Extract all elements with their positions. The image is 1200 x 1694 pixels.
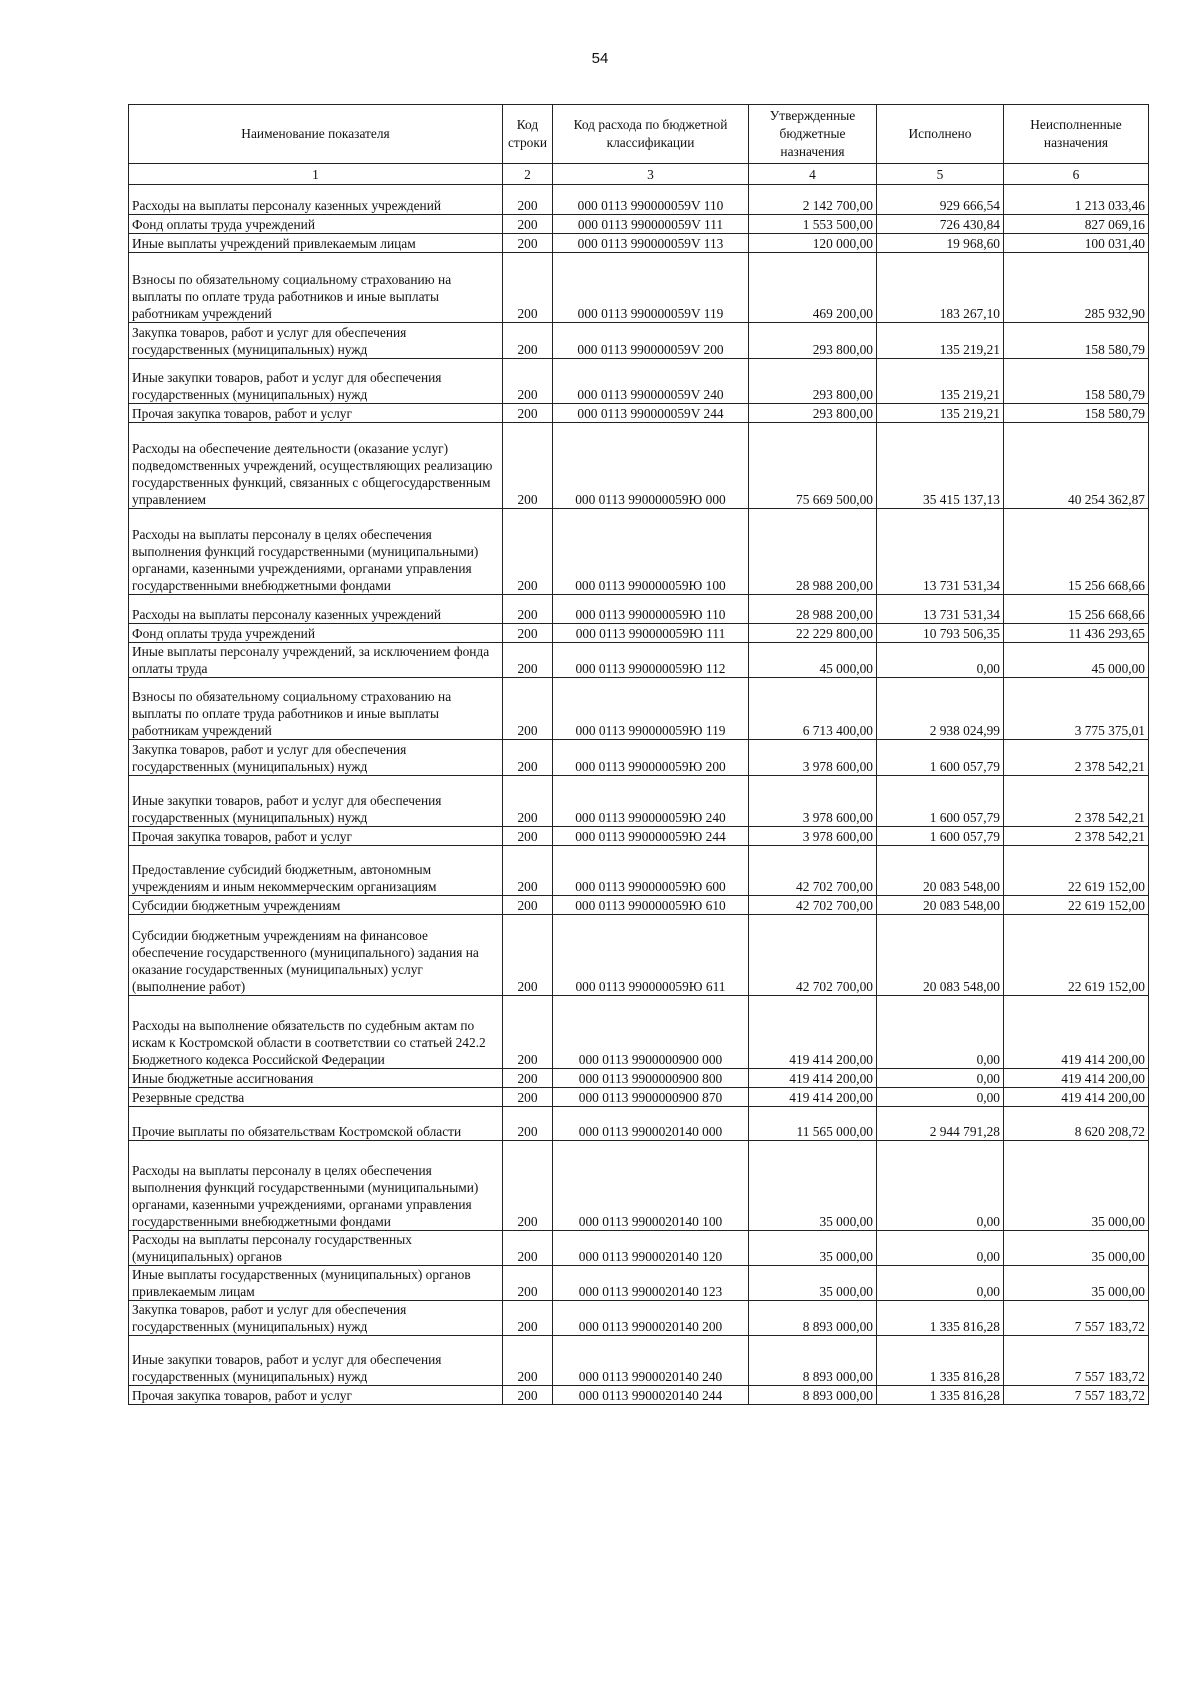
row-executed-cell: 1 600 057,79 (877, 827, 1004, 846)
row-budget-code-cell: 000 0113 990000059V 119 (553, 253, 749, 323)
row-approved-cell: 35 000,00 (749, 1266, 877, 1301)
row-executed-cell: 0,00 (877, 996, 1004, 1069)
row-line-code-cell: 200 (503, 915, 553, 996)
row-unexecuted-cell: 419 414 200,00 (1004, 1069, 1149, 1088)
row-name-cell: Иные закупки товаров, работ и услуг для обеспечения государственных (муниципальных) нужд (129, 776, 503, 827)
row-executed-cell: 10 793 506,35 (877, 624, 1004, 643)
row-budget-code-cell: 000 0113 990000059V 240 (553, 359, 749, 404)
row-name-cell: Расходы на выполнение обязательств по судебным актам по искам к Костромской области в соответствии со статьей 242.2 Бюджетного кодекса Российской Федерации (129, 996, 503, 1069)
row-line-code-cell: 200 (503, 1266, 553, 1301)
row-name-cell: Расходы на выплаты персоналу казенных учреждений (129, 595, 503, 624)
row-approved-cell: 8 893 000,00 (749, 1336, 877, 1386)
row-budget-code-cell: 000 0113 990000059Ю 111 (553, 624, 749, 643)
row-approved-cell: 42 702 700,00 (749, 846, 877, 896)
budget-execution-table (128, 104, 1149, 1405)
row-approved-cell: 75 669 500,00 (749, 423, 877, 509)
row-unexecuted-cell: 158 580,79 (1004, 404, 1149, 423)
table-row (129, 595, 1149, 624)
row-unexecuted-cell: 35 000,00 (1004, 1266, 1149, 1301)
row-line-code-cell: 200 (503, 827, 553, 846)
row-approved-cell: 293 800,00 (749, 323, 877, 359)
row-name-cell: Предоставление субсидий бюджетным, автономным учреждениям и иным некоммерческим организациям (129, 846, 503, 896)
table-row (129, 1336, 1149, 1386)
row-line-code-cell: 200 (503, 595, 553, 624)
table-row (129, 1386, 1149, 1405)
table-row (129, 678, 1149, 740)
row-budget-code-cell: 000 0113 990000059Ю 110 (553, 595, 749, 624)
row-name-cell: Взносы по обязательному социальному страхованию на выплаты по оплате труда работников и иные выплаты работникам учреждений (129, 678, 503, 740)
row-approved-cell: 419 414 200,00 (749, 1088, 877, 1107)
row-unexecuted-cell: 419 414 200,00 (1004, 996, 1149, 1069)
table-row (129, 1231, 1149, 1266)
row-unexecuted-cell: 7 557 183,72 (1004, 1336, 1149, 1386)
row-budget-code-cell: 000 0113 9900020140 200 (553, 1301, 749, 1336)
row-approved-cell: 35 000,00 (749, 1231, 877, 1266)
row-unexecuted-cell: 15 256 668,66 (1004, 509, 1149, 595)
row-budget-code-cell: 000 0113 9900020140 000 (553, 1107, 749, 1141)
row-name-cell: Расходы на обеспечение деятельности (оказание услуг) подведомственных учреждений, осуществляющих реализацию государственных функций, связанных с общегосударственным управлением (129, 423, 503, 509)
row-name-cell: Субсидии бюджетным учреждениям (129, 896, 503, 915)
table-row (129, 915, 1149, 996)
row-approved-cell: 45 000,00 (749, 643, 877, 678)
table-row (129, 323, 1149, 359)
row-executed-cell: 35 415 137,13 (877, 423, 1004, 509)
row-executed-cell: 2 944 791,28 (877, 1107, 1004, 1141)
table-row (129, 1301, 1149, 1336)
column-number: 1 (129, 164, 503, 185)
row-budget-code-cell: 000 0113 990000059Ю 119 (553, 678, 749, 740)
row-executed-cell: 0,00 (877, 1069, 1004, 1088)
row-unexecuted-cell: 2 378 542,21 (1004, 827, 1149, 846)
row-approved-cell: 2 142 700,00 (749, 185, 877, 215)
row-line-code-cell: 200 (503, 776, 553, 827)
row-approved-cell: 8 893 000,00 (749, 1386, 877, 1405)
row-line-code-cell: 200 (503, 1107, 553, 1141)
row-unexecuted-cell: 158 580,79 (1004, 359, 1149, 404)
column-number: 4 (749, 164, 877, 185)
row-unexecuted-cell: 35 000,00 (1004, 1231, 1149, 1266)
row-unexecuted-cell: 827 069,16 (1004, 215, 1149, 234)
row-executed-cell: 135 219,21 (877, 359, 1004, 404)
row-line-code-cell: 200 (503, 423, 553, 509)
row-line-code-cell: 200 (503, 253, 553, 323)
row-executed-cell: 0,00 (877, 643, 1004, 678)
table-row (129, 253, 1149, 323)
row-unexecuted-cell: 285 932,90 (1004, 253, 1149, 323)
row-line-code-cell: 200 (503, 846, 553, 896)
row-approved-cell: 28 988 200,00 (749, 595, 877, 624)
header-budget-classification-code: Код расхода по бюджетной классификации (553, 105, 749, 164)
row-name-cell: Расходы на выплаты персоналу казенных учреждений (129, 185, 503, 215)
row-line-code-cell: 200 (503, 404, 553, 423)
row-unexecuted-cell: 22 619 152,00 (1004, 846, 1149, 896)
row-line-code-cell: 200 (503, 185, 553, 215)
row-name-cell: Расходы на выплаты персоналу в целях обеспечения выполнения функций государственными (муниципальными) органами, казенными учреждениями, органами управления государственными внебюджетными фондами (129, 1141, 503, 1231)
row-name-cell: Закупка товаров, работ и услуг для обеспечения государственных (муниципальных) нужд (129, 323, 503, 359)
table-row (129, 234, 1149, 253)
row-line-code-cell: 200 (503, 678, 553, 740)
row-unexecuted-cell: 2 378 542,21 (1004, 776, 1149, 827)
row-name-cell: Резервные средства (129, 1088, 503, 1107)
row-budget-code-cell: 000 0113 9900020140 100 (553, 1141, 749, 1231)
row-approved-cell: 6 713 400,00 (749, 678, 877, 740)
row-budget-code-cell: 000 0113 990000059Ю 611 (553, 915, 749, 996)
row-approved-cell: 120 000,00 (749, 234, 877, 253)
row-approved-cell: 1 553 500,00 (749, 215, 877, 234)
row-approved-cell: 42 702 700,00 (749, 896, 877, 915)
row-executed-cell: 1 600 057,79 (877, 776, 1004, 827)
row-line-code-cell: 200 (503, 1301, 553, 1336)
row-budget-code-cell: 000 0113 990000059Ю 600 (553, 846, 749, 896)
row-unexecuted-cell: 11 436 293,65 (1004, 624, 1149, 643)
column-number: 3 (553, 164, 749, 185)
row-name-cell: Иные выплаты учреждений привлекаемым лицам (129, 234, 503, 253)
page-number: 54 (591, 50, 609, 67)
row-executed-cell: 135 219,21 (877, 404, 1004, 423)
table-row (129, 1088, 1149, 1107)
row-line-code-cell: 200 (503, 624, 553, 643)
row-unexecuted-cell: 35 000,00 (1004, 1141, 1149, 1231)
row-name-cell: Иные выплаты государственных (муниципальных) органов привлекаемым лицам (129, 1266, 503, 1301)
row-line-code-cell: 200 (503, 323, 553, 359)
row-line-code-cell: 200 (503, 1386, 553, 1405)
row-unexecuted-cell: 1 213 033,46 (1004, 185, 1149, 215)
row-unexecuted-cell: 22 619 152,00 (1004, 915, 1149, 996)
table-row (129, 896, 1149, 915)
row-budget-code-cell: 000 0113 9900020140 240 (553, 1336, 749, 1386)
row-name-cell: Расходы на выплаты персоналу государственных (муниципальных) органов (129, 1231, 503, 1266)
row-executed-cell: 1 335 816,28 (877, 1386, 1004, 1405)
row-unexecuted-cell: 45 000,00 (1004, 643, 1149, 678)
row-budget-code-cell: 000 0113 9900020140 123 (553, 1266, 749, 1301)
row-executed-cell: 1 335 816,28 (877, 1336, 1004, 1386)
row-name-cell: Фонд оплаты труда учреждений (129, 215, 503, 234)
table-row (129, 846, 1149, 896)
row-approved-cell: 469 200,00 (749, 253, 877, 323)
row-line-code-cell: 200 (503, 1069, 553, 1088)
row-budget-code-cell: 000 0113 990000059Ю 112 (553, 643, 749, 678)
row-budget-code-cell: 000 0113 9900000900 800 (553, 1069, 749, 1088)
header-unexecuted: Неисполненные назначения (1004, 105, 1149, 164)
row-budget-code-cell: 000 0113 990000059Ю 240 (553, 776, 749, 827)
row-name-cell: Прочие выплаты по обязательствам Костромской области (129, 1107, 503, 1141)
row-budget-code-cell: 000 0113 990000059Ю 000 (553, 423, 749, 509)
row-line-code-cell: 200 (503, 359, 553, 404)
column-number-row (129, 164, 1149, 185)
row-executed-cell: 20 083 548,00 (877, 896, 1004, 915)
row-unexecuted-cell: 419 414 200,00 (1004, 1088, 1149, 1107)
row-budget-code-cell: 000 0113 990000059Ю 200 (553, 740, 749, 776)
column-number: 6 (1004, 164, 1149, 185)
row-approved-cell: 11 565 000,00 (749, 1107, 877, 1141)
row-executed-cell: 929 666,54 (877, 185, 1004, 215)
table-row (129, 359, 1149, 404)
row-line-code-cell: 200 (503, 896, 553, 915)
table-row (129, 404, 1149, 423)
row-unexecuted-cell: 22 619 152,00 (1004, 896, 1149, 915)
table-row (129, 509, 1149, 595)
row-budget-code-cell: 000 0113 990000059Ю 610 (553, 896, 749, 915)
row-approved-cell: 3 978 600,00 (749, 740, 877, 776)
table-row (129, 643, 1149, 678)
row-name-cell: Иные закупки товаров, работ и услуг для обеспечения государственных (муниципальных) нужд (129, 359, 503, 404)
row-unexecuted-cell: 158 580,79 (1004, 323, 1149, 359)
row-name-cell: Расходы на выплаты персоналу в целях обеспечения выполнения функций государственными (муниципальными) органами, казенными учреждениями, органами управления государственными внебюджетными фондами (129, 509, 503, 595)
row-budget-code-cell: 000 0113 9900000900 870 (553, 1088, 749, 1107)
table-row (129, 1107, 1149, 1141)
row-line-code-cell: 200 (503, 234, 553, 253)
row-line-code-cell: 200 (503, 740, 553, 776)
row-approved-cell: 293 800,00 (749, 359, 877, 404)
table-body (129, 185, 1149, 1405)
row-executed-cell: 183 267,10 (877, 253, 1004, 323)
row-executed-cell: 2 938 024,99 (877, 678, 1004, 740)
table-row (129, 1141, 1149, 1231)
row-executed-cell: 20 083 548,00 (877, 915, 1004, 996)
table-row (129, 996, 1149, 1069)
table-row (129, 215, 1149, 234)
table-row (129, 624, 1149, 643)
table-row (129, 1069, 1149, 1088)
row-line-code-cell: 200 (503, 1141, 553, 1231)
row-approved-cell: 42 702 700,00 (749, 915, 877, 996)
row-name-cell: Закупка товаров, работ и услуг для обеспечения государственных (муниципальных) нужд (129, 740, 503, 776)
table-row (129, 1266, 1149, 1301)
row-executed-cell: 135 219,21 (877, 323, 1004, 359)
row-budget-code-cell: 000 0113 9900020140 244 (553, 1386, 749, 1405)
row-approved-cell: 3 978 600,00 (749, 776, 877, 827)
row-approved-cell: 35 000,00 (749, 1141, 877, 1231)
row-approved-cell: 293 800,00 (749, 404, 877, 423)
row-approved-cell: 3 978 600,00 (749, 827, 877, 846)
table-row (129, 185, 1149, 215)
row-name-cell: Прочая закупка товаров, работ и услуг (129, 404, 503, 423)
row-approved-cell: 8 893 000,00 (749, 1301, 877, 1336)
row-name-cell: Фонд оплаты труда учреждений (129, 624, 503, 643)
table-row (129, 827, 1149, 846)
table-row (129, 423, 1149, 509)
row-unexecuted-cell: 7 557 183,72 (1004, 1301, 1149, 1336)
header-approved: Утвержденные бюджетные назначения (749, 105, 877, 164)
row-budget-code-cell: 000 0113 990000059Ю 100 (553, 509, 749, 595)
row-unexecuted-cell: 7 557 183,72 (1004, 1386, 1149, 1405)
row-name-cell: Иные бюджетные ассигнования (129, 1069, 503, 1088)
row-budget-code-cell: 000 0113 990000059V 200 (553, 323, 749, 359)
row-budget-code-cell: 000 0113 990000059Ю 244 (553, 827, 749, 846)
column-number: 5 (877, 164, 1004, 185)
header-executed: Исполнено (877, 105, 1004, 164)
row-executed-cell: 0,00 (877, 1088, 1004, 1107)
row-approved-cell: 28 988 200,00 (749, 509, 877, 595)
row-unexecuted-cell: 15 256 668,66 (1004, 595, 1149, 624)
row-name-cell: Прочая закупка товаров, работ и услуг (129, 1386, 503, 1405)
column-number: 2 (503, 164, 553, 185)
row-name-cell: Прочая закупка товаров, работ и услуг (129, 827, 503, 846)
row-budget-code-cell: 000 0113 990000059V 110 (553, 185, 749, 215)
row-executed-cell: 1 600 057,79 (877, 740, 1004, 776)
row-executed-cell: 1 335 816,28 (877, 1301, 1004, 1336)
row-executed-cell: 0,00 (877, 1266, 1004, 1301)
row-approved-cell: 22 229 800,00 (749, 624, 877, 643)
header-indicator-name: Наименование показателя (129, 105, 503, 164)
row-unexecuted-cell: 40 254 362,87 (1004, 423, 1149, 509)
row-executed-cell: 726 430,84 (877, 215, 1004, 234)
row-line-code-cell: 200 (503, 1088, 553, 1107)
row-executed-cell: 0,00 (877, 1231, 1004, 1266)
row-executed-cell: 20 083 548,00 (877, 846, 1004, 896)
row-name-cell: Субсидии бюджетным учреждениям на финансовое обеспечение государственного (муниципального) задания на оказание государственных (муниципальных) услуг (выполнение работ) (129, 915, 503, 996)
row-unexecuted-cell: 8 620 208,72 (1004, 1107, 1149, 1141)
row-line-code-cell: 200 (503, 643, 553, 678)
row-unexecuted-cell: 3 775 375,01 (1004, 678, 1149, 740)
row-budget-code-cell: 000 0113 9900020140 120 (553, 1231, 749, 1266)
row-unexecuted-cell: 100 031,40 (1004, 234, 1149, 253)
row-executed-cell: 0,00 (877, 1141, 1004, 1231)
row-approved-cell: 419 414 200,00 (749, 1069, 877, 1088)
row-budget-code-cell: 000 0113 9900000900 000 (553, 996, 749, 1069)
row-budget-code-cell: 000 0113 990000059V 111 (553, 215, 749, 234)
row-executed-cell: 13 731 531,34 (877, 595, 1004, 624)
header-row (129, 105, 1149, 164)
row-budget-code-cell: 000 0113 990000059V 113 (553, 234, 749, 253)
table-row (129, 776, 1149, 827)
row-name-cell: Иные выплаты персоналу учреждений, за исключением фонда оплаты труда (129, 643, 503, 678)
row-approved-cell: 419 414 200,00 (749, 996, 877, 1069)
row-name-cell: Закупка товаров, работ и услуг для обеспечения государственных (муниципальных) нужд (129, 1301, 503, 1336)
row-budget-code-cell: 000 0113 990000059V 244 (553, 404, 749, 423)
row-unexecuted-cell: 2 378 542,21 (1004, 740, 1149, 776)
row-executed-cell: 19 968,60 (877, 234, 1004, 253)
row-line-code-cell: 200 (503, 996, 553, 1069)
row-line-code-cell: 200 (503, 509, 553, 595)
row-name-cell: Взносы по обязательному социальному страхованию на выплаты по оплате труда работников и иные выплаты работникам учреждений (129, 253, 503, 323)
table-row (129, 740, 1149, 776)
row-line-code-cell: 200 (503, 1336, 553, 1386)
header-line-code: Код строки (503, 105, 553, 164)
row-name-cell: Иные закупки товаров, работ и услуг для обеспечения государственных (муниципальных) нужд (129, 1336, 503, 1386)
row-line-code-cell: 200 (503, 1231, 553, 1266)
row-line-code-cell: 200 (503, 215, 553, 234)
row-executed-cell: 13 731 531,34 (877, 509, 1004, 595)
